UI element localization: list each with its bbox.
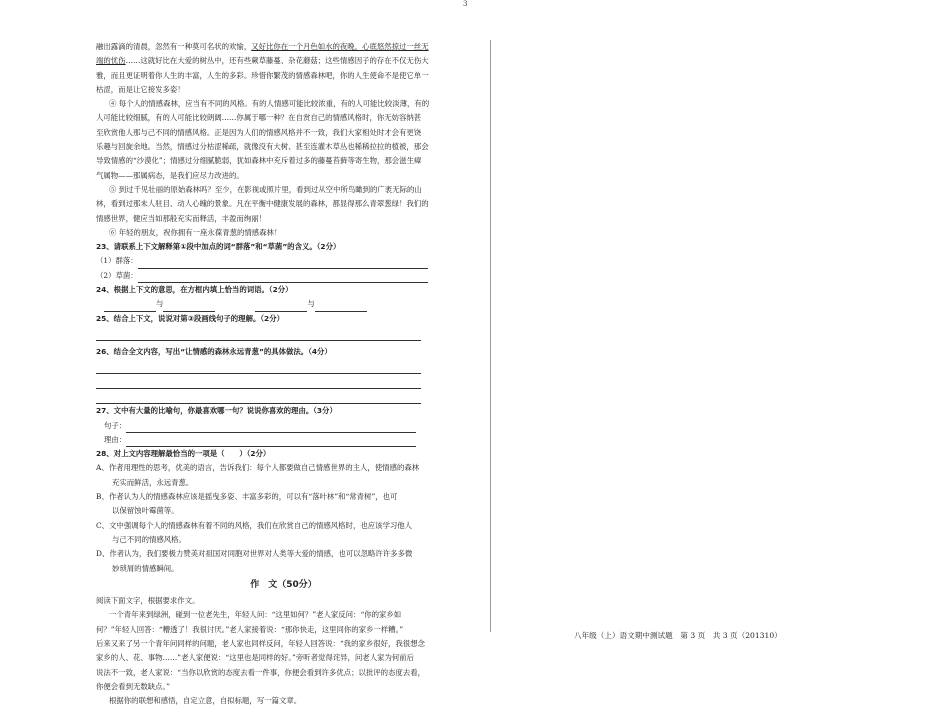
essay-requirement: 根据你的联想和感悟，自定立意，自拟标题，写一篇文章。 [109, 696, 302, 706]
essay-story-line: 你便会看到无数缺点。” [96, 681, 170, 691]
answer-box[interactable] [255, 302, 307, 312]
essay-title: 作 文（50分） [250, 579, 317, 590]
passage-line: 枯涩，而是让它接发多姿！ [96, 84, 185, 94]
option-c[interactable]: C、文中强调每个人的情感森林有着不同的风格，我们在欣赏自己的情感风格时，也应该学习他人 [96, 520, 413, 530]
option-b-cont: 以保留蚀叶霉菌等。 [112, 506, 179, 516]
answer-line[interactable] [96, 326, 421, 341]
underlined-sentence: 又好比你在一个月色如水的夜晚，心底悠然掠过一丝无 [251, 42, 429, 51]
question-27: 27、文中有大量的比喻句，你最喜欢哪一句？说说你喜欢的理由。（3分） [96, 406, 337, 416]
page-footer: 八年级（上）语文期中测试题 第 3 页 共 3 页（201310） [574, 631, 782, 640]
question-25: 25、结合上下文，说说对第③段画线句子的理解。（2分） [96, 313, 284, 323]
passage-line: 雅，而且更证明着你人生的丰富，人生的多彩。珍惜你繁茂的情感森林吧，你的人生使命不是使它单一 [96, 70, 429, 80]
underlined-sentence: 端的忧伤 [96, 56, 126, 66]
question-26: 26、结合全文内容，写出“让情感的森林永远青葱”的具体做法。（4分） [96, 346, 332, 356]
paragraph-4: ④ 每个人的情感森林，应当有不同的风格。有的人情感可能比较浓重，有的人可能比较淡薄，有的 [109, 99, 430, 109]
answer-27-reason: 理由： [96, 433, 471, 447]
page-number: 3 [463, 0, 468, 8]
answer-line[interactable] [96, 389, 421, 404]
exam-column [96, 40, 471, 708]
option-a-cont: 充实而鲜活，永远青葱。 [112, 477, 194, 487]
answer-line[interactable] [126, 423, 416, 433]
answer-line[interactable] [96, 359, 421, 374]
answer-27-sentence: 句子： [96, 419, 471, 433]
essay-story-line: 后来又来了另一个青年问同样的问题，老人家也同样反问，年轻人回答说：“我的家乡很好，我很想念 [96, 638, 425, 648]
passage-line: 乐趣与回旋余地。当然，情感过分枯涩稀疏，就像没有大树、甚至连灌木草丛也稀稀拉拉的植被，那会 [96, 142, 429, 152]
passage-line: 至欣赏他人那与己不同的情感风格。正是因为人们的情感风格并不一致，我们大家相处时才会有更饶 [96, 127, 422, 137]
answer-line[interactable] [138, 259, 428, 269]
passage-line: 人可能比较细腻，有的人可能比较朗阔……你属于哪一种？在自赏自己的情感风格时，你无妨容纳甚 [96, 113, 422, 123]
answer-line[interactable] [126, 437, 416, 447]
paragraph-5: ⑤ 到过千见壮丽的原始森林吗？至少，在影视或照片里，看到过从空中所鸟瞰到的广袤无际的山 [109, 184, 422, 194]
essay-story-line: 家乡的人、花、事物……”老人家便说：“这里也是同样的好。”旁听者觉得诧异，问老人家为何前后 [96, 653, 415, 663]
paragraph-6: ⑥ 年轻的朋友，祝你拥有一座永葆青葱的情感森林！ [109, 227, 282, 237]
answer-line[interactable] [96, 374, 421, 389]
answer-24: 与 与 [96, 297, 471, 311]
passage-line: 端的忧伤……这就好比在大爱的树丛中，还有些蕨草藤蔓、杂花蘑菇；这些情感因子的存在不仅无伤大 [96, 56, 429, 66]
essay-story-line: 说法不一致，老人家说：“当你以欣赏的态度去看一件事，你便会看到许多优点；以批评的态度去看， [96, 667, 425, 677]
essay-story: 一个青年来到绿洲，碰到一位老先生，年轻人问：“这里如何？”老人家反问：“你的家乡如 [109, 610, 402, 620]
option-d-cont: 妙琐屑的情感瞬间。 [112, 563, 179, 573]
passage-line: 情感世界，健应当如那般充实而释活，丰盈而绚丽！ [96, 213, 266, 223]
passage-line: 气属物——那属病态，是我们应尽力改进的。 [96, 170, 244, 180]
option-c-cont: 与己不同的情感风格。 [112, 534, 186, 544]
question-23: 23、请联系上下文解释第①段中加点的词“群落”和“草菌”的含义。（2分） [96, 242, 341, 252]
essay-story-line: 何？”年轻人回答：“糟透了！我很讨厌。”老人家接着说：“那你快走，这里同你的家乡一样糟。” [96, 624, 404, 634]
passage-line: 林，看到过那未人驻目、动人心魄的景象。凡在平衡中健康发展的森林，都显得那么青翠葱绿！我们的 [96, 199, 429, 209]
answer-box[interactable] [104, 302, 156, 312]
question-24: 24、根据上下文的意思，在方框内填上恰当的词语。（2分） [96, 285, 293, 295]
essay-intro: 阅读下面文字，根据要求作文。 [96, 596, 200, 606]
answer-line[interactable] [138, 273, 428, 283]
answer-23-2: （2）草菌： [96, 269, 471, 283]
column-divider [490, 40, 491, 632]
option-d[interactable]: D、作者认为，我们要极力赞美对祖国对同胞对世界对人类等大爱的情感，也可以忽略许许多多微 [96, 549, 413, 559]
option-a[interactable]: A、作者用理性的思考，优美的语言，告诉我们：每个人都要做自己情感世界的主人，使情感的森林 [96, 463, 420, 473]
option-b[interactable]: B、作者认为人的情感森林应该是摇曳多姿、丰富多彩的，可以有“落叶林”和“常青树”，也可 [96, 492, 398, 502]
passage-line: 导致情感的“沙漠化”；情感过分细腻脆弱，犹如森林中充斥着过多的藤蔓苔藓等寄生物，那会滋生瘴 [96, 156, 422, 166]
answer-box[interactable] [163, 302, 215, 312]
passage-line: 融出露滴的清晨，忽然有一种莫可名状的欢愉，又好比你在一个月色如水的夜晚，心底悠然掠过一丝无 [96, 42, 429, 51]
answer-box[interactable] [315, 302, 367, 312]
question-28: 28、对上文内容理解最恰当的一项是（ ）（2分） [96, 449, 271, 459]
answer-23-1: （1）群落： [96, 254, 471, 268]
